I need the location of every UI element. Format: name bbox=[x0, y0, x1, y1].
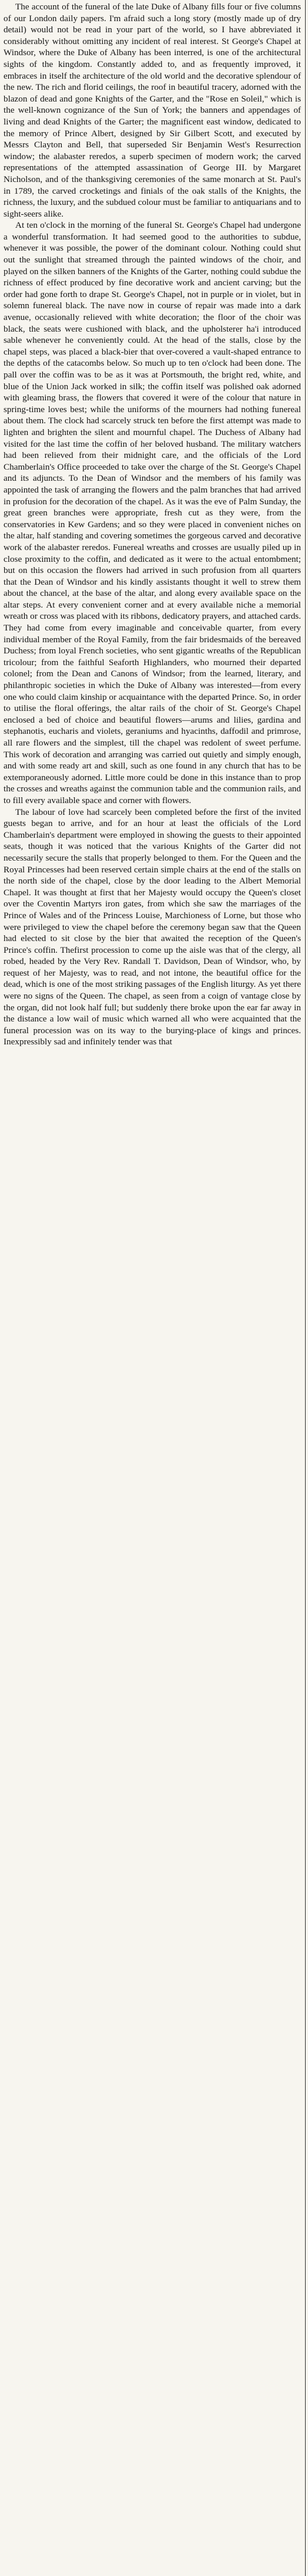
paragraph: The account of the funeral of the late Duke of Albany fills four or five columns of our London daily papers. I'm afraid such a long story (mostly made up of dry detail) would not be read in your part of the world, so I have abbreviated it considerably without omitting any incident of real interest. St George's Chapel at Windsor, where the Duke of Albany has been interred, is one of the architectural sights of the kingdom. Constantly added to, and as frequently improved, it embraces in itself the architecture of the old world and the decorative splendour of the new. The rich and florid ceilings, the roof in beautiful tracery, adorned with the blazon of dead and gone Knights of the Garter, and the "Rose en Soleil," which is the well-known cognizance of the Sun of York; the banners and appendages of living and dead Knights of the Garter; the magnificent east window, dedicated to the memory of Prince Albert, designed by Sir Gilbert Scott, and executed by Messrs Clayton and Bell, that superseded Sir Benjamin West's Resurrection window; the alabaster reredos, a superb specimen of modern work; the carved representations of the attempted assassination of George III. by Margaret Nicholson, and of the thanksgiving ceremonies of the same monarch at St. Paul's in 1789, the carved crocketings and finials of the oak stalls of the Knights, the richness, the luxury, and the subdued colour must be familiar to antiquarians and to sight-seers alike. bbox=[4, 2, 301, 219]
paragraph: The labour of love had scarcely been completed before the first of the invited guests began to arrive, and for an hour at least the officials of the Lord Chamberlain's department were employed in showing the guests to their appointed seats, though it was noticed that the various Knights of the Garter did not necessarily secure the stalls that properly belonged to them. For the Queen and the Royal Princesses had been reserved certain simple chairs at the end of the stalls on the north side of the chapel, close by the door leading to the Albert Memorial Chapel. It was thought at first that her Majesty would occupy the Queen's closet over the Coventin Martyrs iron gates, from which she saw the marriages of the Prince of Wales and of the Princess Louise, Marchioness of Lorne, but those who were privileged to view the chapel before the ceremony began saw that the Queen had elected to sit close by the bier that awaited the reception of the Queen's Prince's coffin. Thefirst procession to come up the aisle was that of the clergy, all robed, headed by the Very Rev. Randall T. Davidson, Dean of Windsor, who, by request of her Majesty, was to read, and not intone, the beautiful office for the dead, which is one of the most striking passages of the English liturgy. As yet there were no signs of the Queen. The chapel, as seen from a coign of vantage close by the organ, did not look half full; but suddenly there broke upon the ear far away in the distance a low wail of music which warned all who were acquainted that the funeral procession was on its way to the burying-place of kings and princes. Inexpressibly sad and infinitely tender was that bbox=[4, 807, 301, 1047]
column-rule bbox=[305, 0, 306, 2576]
article-body bbox=[4, 1, 301, 1048]
paragraph: At ten o'clock in the morning of the funeral St. George's Chapel had undergone a wonderful transformation. It had seemed good to the authorities to subdue, whenever it was possible, the power of the dominant colour. Nothing could shut out the sunlight that streamed through the painted windows of the choir, and played on the silken banners of the Knights of the Garter, nothing could subdue the richness of effect produced by fine decorative work and ancient carving; but the order had gone forth to drape St. George's Chapel, not in purple or in violet, but in solemn funereal black. The nave now in course of repair was made into a dark avenue, occasionally relieved with white decoration; the floor of the choir was black, the seats were cushioned with black, and the upholsterer ha'i introduced sable whenever he conveniently could. At the head of the stalls, close by the chapel steps, was placed a black-bier that over-covered a vault-shaped entrance to the depths of the catacombs below. So much up to ten o'clock had been done. The pall over the coffin was to be as it was at Portsmouth, the bright red, white, and blue of the Union Jack worked in silk; the coffin itself was polished oak adorned with gleaming brass, the flowers that covered it were of the colour that nature in spring-time loves best; while the uniforms of the mourners had nothing funereal about them. The clock had scarcely struck ten before the first attempt was made to lighten and brighten the silent and mournful chapel. The Duchess of Albany had visited for the last time the coffin of her beloved husband. The military watchers had been relieved from their midnight care, and the officials of the Lord Chamberlain's Office proceeded to take over the charge of the St. George's Chapel and its adjuncts. To the Dean of Windsor and the members of his family was appointed the task of arranging the flowers and the palm branches that had arrived in profusion for the decoration of the chapel. As it was the eve of Palm Sunday, the great green branches were appropriate, fresh cut as they were, from the conservatories in Kew Gardens; and so they were placed in convenient niches on the altar, half standing and covering sometimes the gorgeous carved and decorative work of the alabaster reredos. Funereal wreaths and crosses are usually piled up in close proximity to the coffin, and dedicated as it were to the actual entombment; but on this occasion the flowers had arrived in such profusion from all quarters that the Dean of Windsor and his kindly assistants thought it well to strew them about the chancel, at the base of the altar, and along every available space on the altar steps. At every convenient corner and at every available niche a memorial wreath or cross was placed with its ribbons, dedicatory prayers, and attached cards. They had come from every imaginable and conceivable quarter, from every individual member of the Royal Family, from the fair bridesmaids of the bereaved Duchess; from loyal French societies, who sent gigantic wreaths of the Republican tricolour; from the faithful Seaforth Highlanders, who mourned their departed colonel; from the Dean and Canons of Windsor; from the learned, literary, and philanthropic societies in which the Duke of Albany was interested—from every one who could claim kinship or acquaintance with the departed Prince. So, in order to utilise the floral offerings, the altar rails of the choir of St. George's Chapel enclosed a bed of choice and beautiful flowers—arums and lilies, gardina and stephanotis, eucharis and violets, geraniums and hyacinths, daffodil and primrose, all rare flowers and the simplest, till the chapel was redolent of sweet perfume. This work of decoration and arranging was carried out quietly and simply enough, and with some ready art and skill, such as one found in any church that has to be extemporaneously adorned. Little more could be done in this instance than to prop the crosses and wreaths against the communion table and the communion rails, and to fill every available space and corner with flowers. bbox=[4, 220, 301, 805]
